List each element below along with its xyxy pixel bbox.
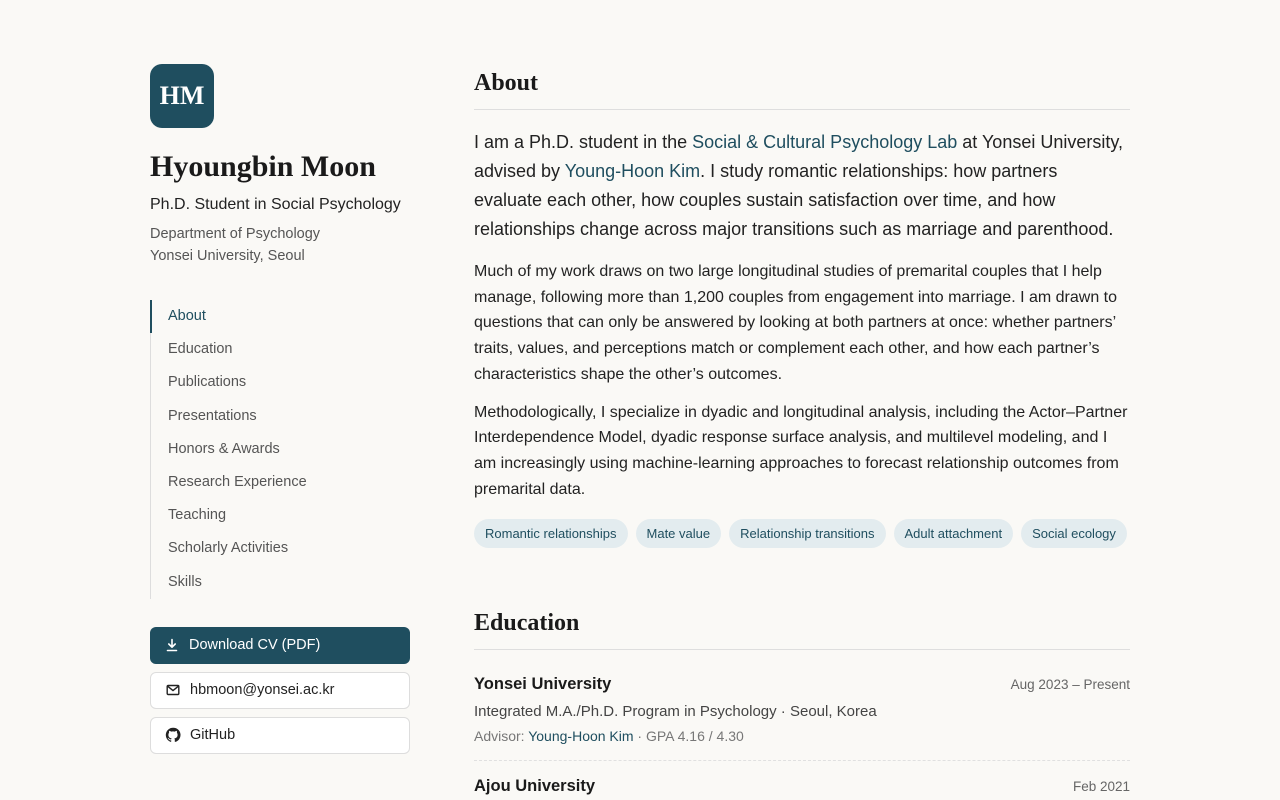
lab-link[interactable]: Social & Cultural Psychology Lab	[692, 132, 958, 152]
nav-item-education[interactable]: Education	[168, 341, 233, 358]
nav-item-research-experience[interactable]: Research Experience	[168, 473, 307, 490]
advisor-label: Advisor:	[474, 728, 529, 745]
education-date: Feb 2021	[1072, 779, 1130, 795]
about-lead-text-3: . I study romantic relationships: how partners evaluate each other, how couples sustain satisfaction over time, and how relationships change across major transitions such as marriage and parenthood.	[474, 161, 1114, 239]
education-item	[474, 761, 1130, 796]
education-advisor-link[interactable]: Young-Hoon Kim	[528, 728, 634, 745]
nav-item-publications[interactable]: Publications	[168, 374, 247, 391]
education-meta	[474, 728, 1130, 744]
nav-item-teaching[interactable]: Teaching	[168, 507, 227, 524]
nav-item-about[interactable]: About	[151, 300, 410, 333]
email-label: hbmoon@yonsei.ac.kr	[190, 682, 335, 699]
about-section	[474, 64, 1130, 548]
download-cv-button[interactable]	[150, 627, 410, 664]
tag-social-ecology: Social ecology	[1021, 519, 1127, 548]
nav-item-skills[interactable]: Skills	[168, 573, 202, 590]
nav-item-scholarly-activities[interactable]: Scholarly Activities	[168, 540, 289, 557]
tag-adult-attachment: Adult attachment	[894, 519, 1014, 548]
tag-relationship-transitions: Relationship transitions	[729, 519, 885, 548]
email-link-button[interactable]	[150, 672, 410, 709]
sidebar	[150, 64, 410, 754]
profile-university: Yonsei University, Seoul	[150, 248, 305, 264]
github-icon	[165, 727, 181, 743]
main-content	[474, 64, 1130, 796]
github-link-button[interactable]	[150, 717, 410, 754]
education-gpa: · GPA 4.16 / 4.30	[633, 728, 744, 745]
about-lead	[474, 128, 1130, 244]
education-school: Ajou University	[474, 777, 596, 796]
education-date: Aug 2023 – Present	[1010, 677, 1130, 693]
about-lead-text-1: I am a Ph.D. student in the	[474, 132, 693, 152]
profile-name: Hyoungbin Moon	[150, 150, 376, 183]
education-school: Yonsei University	[474, 675, 612, 694]
tag-romantic-relationships: Romantic relationships	[474, 519, 628, 548]
about-heading: About	[474, 64, 1130, 110]
download-icon	[164, 637, 180, 653]
avatar-initials: HM	[159, 81, 205, 110]
education-program: Integrated M.A./Ph.D. Program in Psychology · Seoul, Korea	[474, 703, 877, 721]
about-lead-text-2: at Yonsei University, advised by	[474, 132, 1124, 181]
avatar	[150, 64, 214, 128]
download-cv-label: Download CV (PDF)	[189, 637, 321, 654]
education-heading: Education	[474, 604, 1130, 650]
github-label: GitHub	[190, 727, 236, 744]
mail-icon	[165, 682, 181, 698]
education-section	[474, 604, 1130, 796]
about-paragraph-2: Much of my work draws on two large longitudinal studies of premarital couples that I help manage, following more than 1,200 couples from engagement into marriage. I am drawn to questions that can only be answered by looking at both partners at once: whether partners’ traits, values, and perceptions match or complement each other, and how each partner’s characteristics shape the other’s outcomes.	[474, 263, 1118, 383]
research-tags	[474, 519, 1130, 548]
profile-affiliation	[150, 223, 410, 267]
profile-department: Department of Psychology	[150, 226, 321, 242]
nav-item-presentations[interactable]: Presentations	[168, 407, 257, 424]
nav-item-honors-awards[interactable]: Honors & Awards	[168, 440, 280, 457]
profile-role: Ph.D. Student in Social Psychology	[150, 196, 401, 213]
about-paragraph-3: Methodologically, I specialize in dyadic and longitudinal analysis, including the Actor–Partner Interdependence Model, dyadic response surface analysis, and multilevel modeling, and I am increasingly using machine-learning approaches to forecast relationship outcomes from premarital data.	[474, 403, 1128, 498]
education-item	[474, 650, 1130, 761]
section-nav	[150, 300, 410, 599]
tag-mate-value: Mate value	[636, 519, 722, 548]
advisor-link[interactable]: Young-Hoon Kim	[564, 161, 701, 181]
